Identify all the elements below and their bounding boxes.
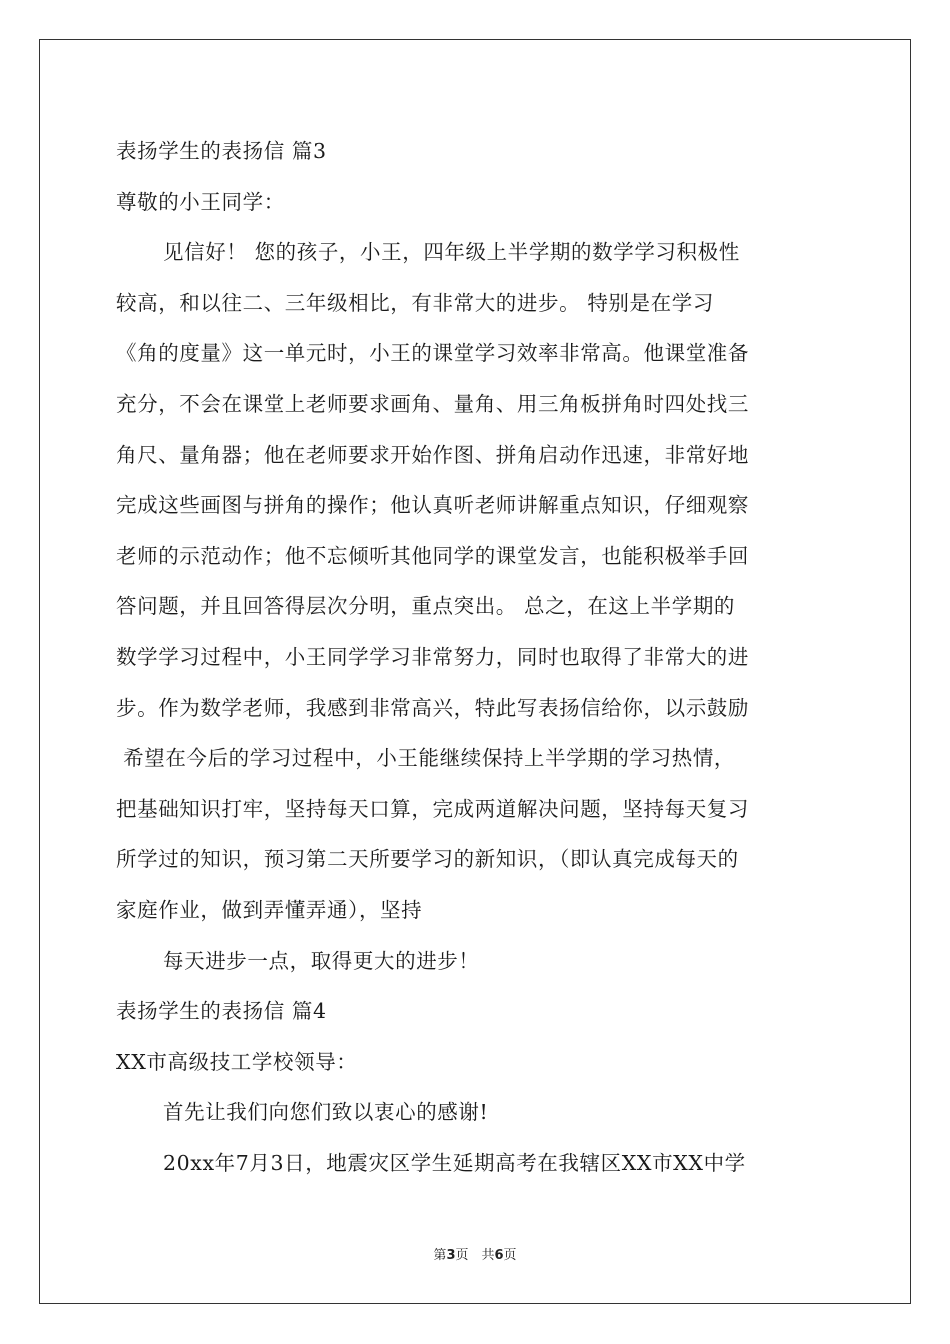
page-footer (0, 1244, 950, 1263)
paragraph-line: 完成这些画图与拼角的操作；他认真听老师讲解重点知识，仔细观察 (116, 493, 749, 518)
paragraph-line: 数学学习过程中，小王同学学习非常努力，同时也取得了非常大的进 (116, 644, 749, 669)
section-title: 表扬学生的表扬信 篇4 (116, 999, 327, 1024)
paragraph-line: 20xx年7月3日，地震灾区学生延期高考在我辖区XX市XX中学 (163, 1150, 746, 1175)
salutation: XX市高级技工学校领导： (116, 1049, 358, 1074)
paragraph-line: 充分，不会在课堂上老师要求画角、量角、用三角板拼角时四处找三 (116, 391, 749, 416)
paragraph-line: 步。作为数学老师，我感到非常高兴，特此写表扬信给你，以示鼓励 (116, 695, 749, 720)
paragraph-line: 答问题，并且回答得层次分明，重点突出。 总之，在这上半学期的 (116, 594, 736, 619)
footer-page-current: 3 (446, 1248, 456, 1263)
document-body (116, 126, 836, 1188)
paragraph-line: 希望在今后的学习过程中，小王能继续保持上半学期的学习热情， (116, 746, 736, 771)
paragraph-line: 《角的度量》这一单元时，小王的课堂学习效率非常高。他课堂准备 (116, 341, 749, 366)
closing-line: 每天进步一点，取得更大的进步！ (163, 948, 480, 973)
paragraph-line: 较高，和以往二、三年级相比，有非常大的进步。 特别是在学习 (116, 290, 714, 315)
salutation: 尊敬的小王同学： (116, 189, 285, 214)
footer-page-prefix: 第 (433, 1248, 447, 1263)
paragraph-line: 家庭作业，做到弄懂弄通），坚持 (116, 897, 423, 922)
paragraph-line: 首先让我们向您们致以衷心的感谢! (163, 1100, 489, 1125)
section-title: 表扬学生的表扬信 篇3 (116, 139, 327, 163)
footer-page-suffix: 页 (503, 1248, 517, 1263)
paragraph-line: 老师的示范动作；他不忘倾听其他同学的课堂发言，也能积极举手回 (116, 543, 749, 568)
footer-page-total: 6 (494, 1248, 504, 1263)
paragraph-line: 所学过的知识，预习第二天所要学习的新知识，（即认真完成每天的 (116, 847, 739, 872)
paragraph-line: 角尺、量角器；他在老师要求开始作图、拼角启动作迅速，非常好地 (116, 442, 749, 467)
paragraph-line: 见信好！ 您的孩子，小王，四年级上半学期的数学学习积极性 (163, 240, 740, 265)
paragraph-line: 把基础知识打牢，坚持每天口算，完成两道解决问题，坚持每天复习 (116, 796, 749, 821)
footer-page-mid: 页 共 (455, 1248, 495, 1263)
